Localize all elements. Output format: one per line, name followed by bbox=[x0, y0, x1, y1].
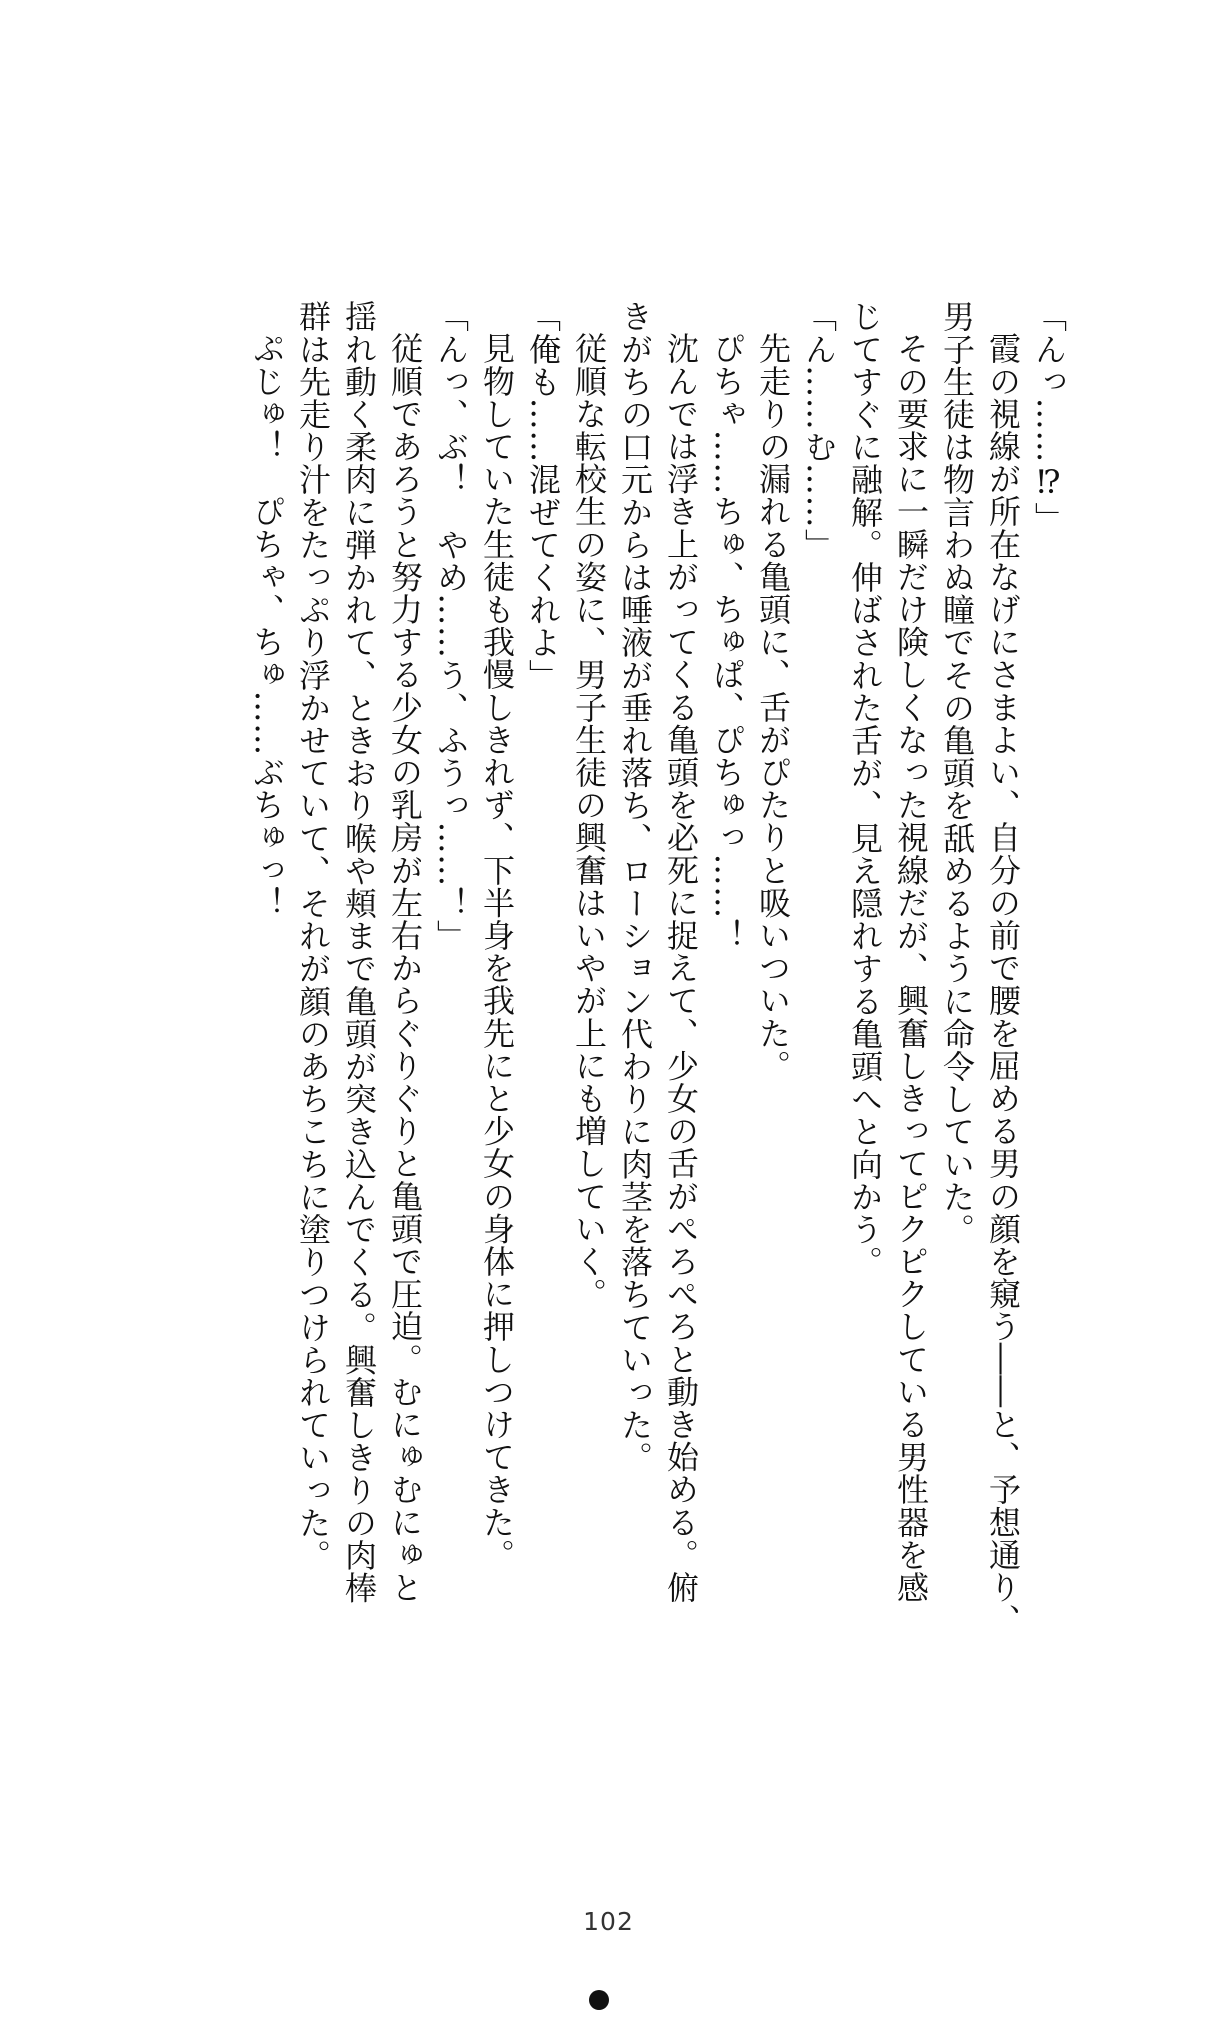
text-line: その要求に一瞬だけ険しくなった視線だが、興奮しきってピクピクしている男性器を感 bbox=[892, 332, 930, 1604]
text-line: ぷじゅ！ ぴちゃ、ちゅ……ぶちゅっ！ bbox=[248, 332, 286, 919]
body-text bbox=[172, 300, 1072, 1770]
text-line: 「ん……む……」 bbox=[800, 300, 838, 561]
text-line: 「んっ、ぶ！ やめ……う、ふうっ……！」 bbox=[432, 300, 470, 952]
text-line: 従順な転校生の姿に、男子生徒の興奮はいやが上にも増していく。 bbox=[570, 332, 608, 1310]
text-line: 霞の視線が所在なげにさまよい、自分の前で腰を屈める男の顔を窺う――と、予想通り、 bbox=[984, 332, 1022, 1636]
text-line: 沈んでは浮き上がってくる亀頭を必死に捉えて、少女の舌がぺろぺろと動き始める。俯 bbox=[662, 332, 700, 1604]
page-marker-dot bbox=[589, 1990, 609, 2010]
page-number: 102 bbox=[583, 1907, 634, 1936]
text-line: 「んっ……⁉」 bbox=[1030, 300, 1068, 535]
text-line: じてすぐに融解。伸ばされた舌が、見え隠れする亀頭へと向かう。 bbox=[846, 300, 884, 1278]
text-line: 先走りの漏れる亀頭に、舌がぴたりと吸いついた。 bbox=[754, 332, 792, 1082]
text-line: 見物していた生徒も我慢しきれず、下半身を我先にと少女の身体に押しつけてきた。 bbox=[478, 332, 516, 1571]
text-line: きがちの口元からは唾液が垂れ落ち、ローション代わりに肉茎を落ちていった。 bbox=[616, 300, 654, 1474]
text-line: ぴちゃ……ちゅ、ちゅぱ、ぴちゅっ……！ bbox=[708, 332, 746, 952]
text-line: 「俺も……混ぜてくれよ」 bbox=[524, 300, 562, 692]
text-line: 群は先走り汁をたっぷり浮かせていて、それが顔のあちこちに塗りつけられていった。 bbox=[294, 300, 332, 1572]
text-line: 揺れ動く柔肉に弾かれて、ときおり喉や頬まで亀頭が突き込んでくる。興奮しきりの肉棒 bbox=[340, 300, 378, 1604]
text-line: 従順であろうと努力する少女の乳房が左右からぐりぐりと亀頭で圧迫。むにゅむにゅと bbox=[386, 332, 424, 1604]
text-line: 男子生徒は物言わぬ瞳でその亀頭を舐めるように命令していた。 bbox=[938, 300, 976, 1246]
